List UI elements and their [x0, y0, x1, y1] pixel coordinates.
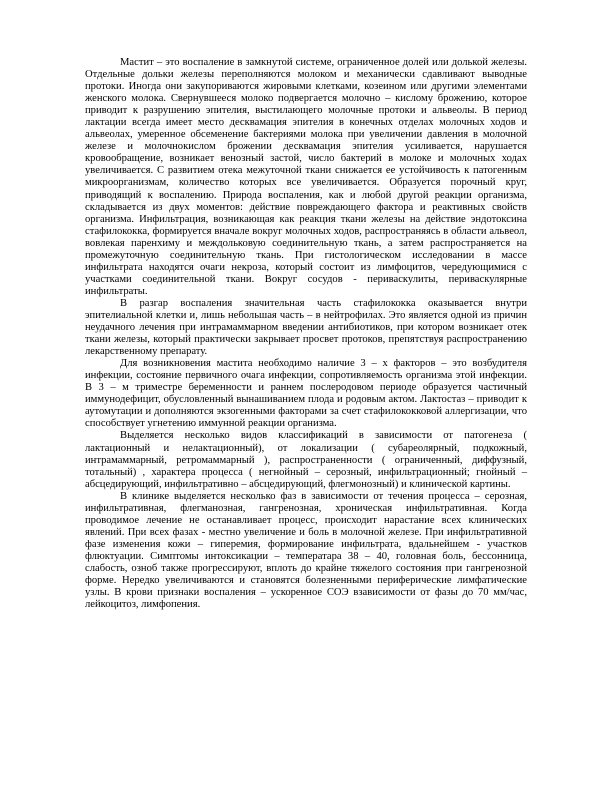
paragraph-clinic: В клинике выделяется несколько фаз в зависимости от течения процесса – серозная, инфильтративная, флегманозная, гангренозная, хроническая инфильтративная. Когда проводимое лечение не останавливает процесс, происходит нарастание всех клинических явлений. При всех фазах - местно увеличение и боль в молочной железе. При инфильтративной фазе изменения кожи – гиперемия, формирование инфильтрата, вдальнейшем - участков флюктуации. Симптомы интоксикации – температара 38 – 40, головная боль, бессонница, слабость, озноб также прогрессируют, вплоть до крайне тяжелого состояния при гангренозной форме. Нередко увеличиваются и становятся болезненными периферические лимфатические узлы. В крови признаки воспаления – ускоренное СОЭ взависимости от фазы до 70 мм/час, лейкоцитоз, лимфопения.: [85, 490, 527, 611]
paragraph-intro: Мастит – это воспаление в замкнутой системе, ограниченное долей или долькой железы. Отдельные дольки железы переполняются молоком и механически сдавливают выводные протоки. Иногда они закупориваются жировыми клетками, козеином или другими элементами женского молока. Свернувшееся молоко подвергается молочно – кислому брожению, которое приводит к разрушению эпителия, выстилающего молочные протоки и альвеолы. В период лактации всегда имеет место десквамация эпителия в конечных отделах молочных ходов и альвеолах, умеренное обсеменение бактериями молока при увеличении давления в молочной железе и молочнокислом брожении десквамация эпителия усиливается, нарушается кровообращение, возникает венозный застой, число бактерий в молоке и молочных ходах увеличивается. С развитием отека межуточной ткани снижается ее устойчивость к патогенным микроорганизмам, количество которых все увеличивается. Образуется порочный круг, приводящий к воспалению. Природа воспаления, как и любой другой реакции организма, складывается из двух моментов: действие повреждающего фактора и реактивных свойств организма. Инфильтрация, возникающая как реакция ткани железы на действие эндотоксина стафилококка, формируется вначале вокруг молочных ходов, распространяясь в области альвеол, вовлекая паренхиму и междольковую соединительную ткань, а затем распространяется на промежуточную соединительную ткань. При гистологическом исследовании в массе инфильтрата находятся очаги некроза, который состоит из лимфоцитов, чередующимися с участками соединительной ткани. Вокруг сосудов - периваскулиты, периваскулярные инфильтраты.: [85, 57, 527, 297]
paragraph-staphylococcus: В разгар воспаления значительная часть стафилококка оказывается внутри эпителиальной клетки и, лишь небольшая часть – в нейтрофилах. Это является одной из причин неудачного лечения при интрамаммарном введении антибиотиков, при котором возникает отек ткани железы, который практически закрывает просвет протоков, препятствуя распространению лекарственному препарату.: [85, 297, 527, 358]
paragraph-classification: Выделяется несколько видов классификаций в зависимости от патогенеза ( лактационный и нелактационный), от локализации ( субареолярный, подкожный, интрамаммарный, ретромаммарный ), распространенности ( ограниченный, диффузный, тотальный) , характера процесса ( негнойный – серозный, инфильтрационный; гнойный – абсцедирующий, инфильтративно – абсцедирующий, флегмонозный) и клинической картины.: [85, 430, 527, 490]
document-page: [85, 57, 527, 611]
paragraph-factors: Для возникновения мастита необходимо наличие 3 – х факторов – это возбудителя инфекции, состояние первичного очага инфекции, сопротивляемость организма этой инфекции. В 3 – м триместре беременности и раннем послеродовом периоде образуется частичный иммунодефицит, обусловленный вынашиванием плода и родовым актом. Лактостаз – приводит к аутомутации и дополняются экзогенными факторами за счет стафилококковой аллергизации, что способствует угнетению иммунной реакции организма.: [85, 358, 527, 430]
